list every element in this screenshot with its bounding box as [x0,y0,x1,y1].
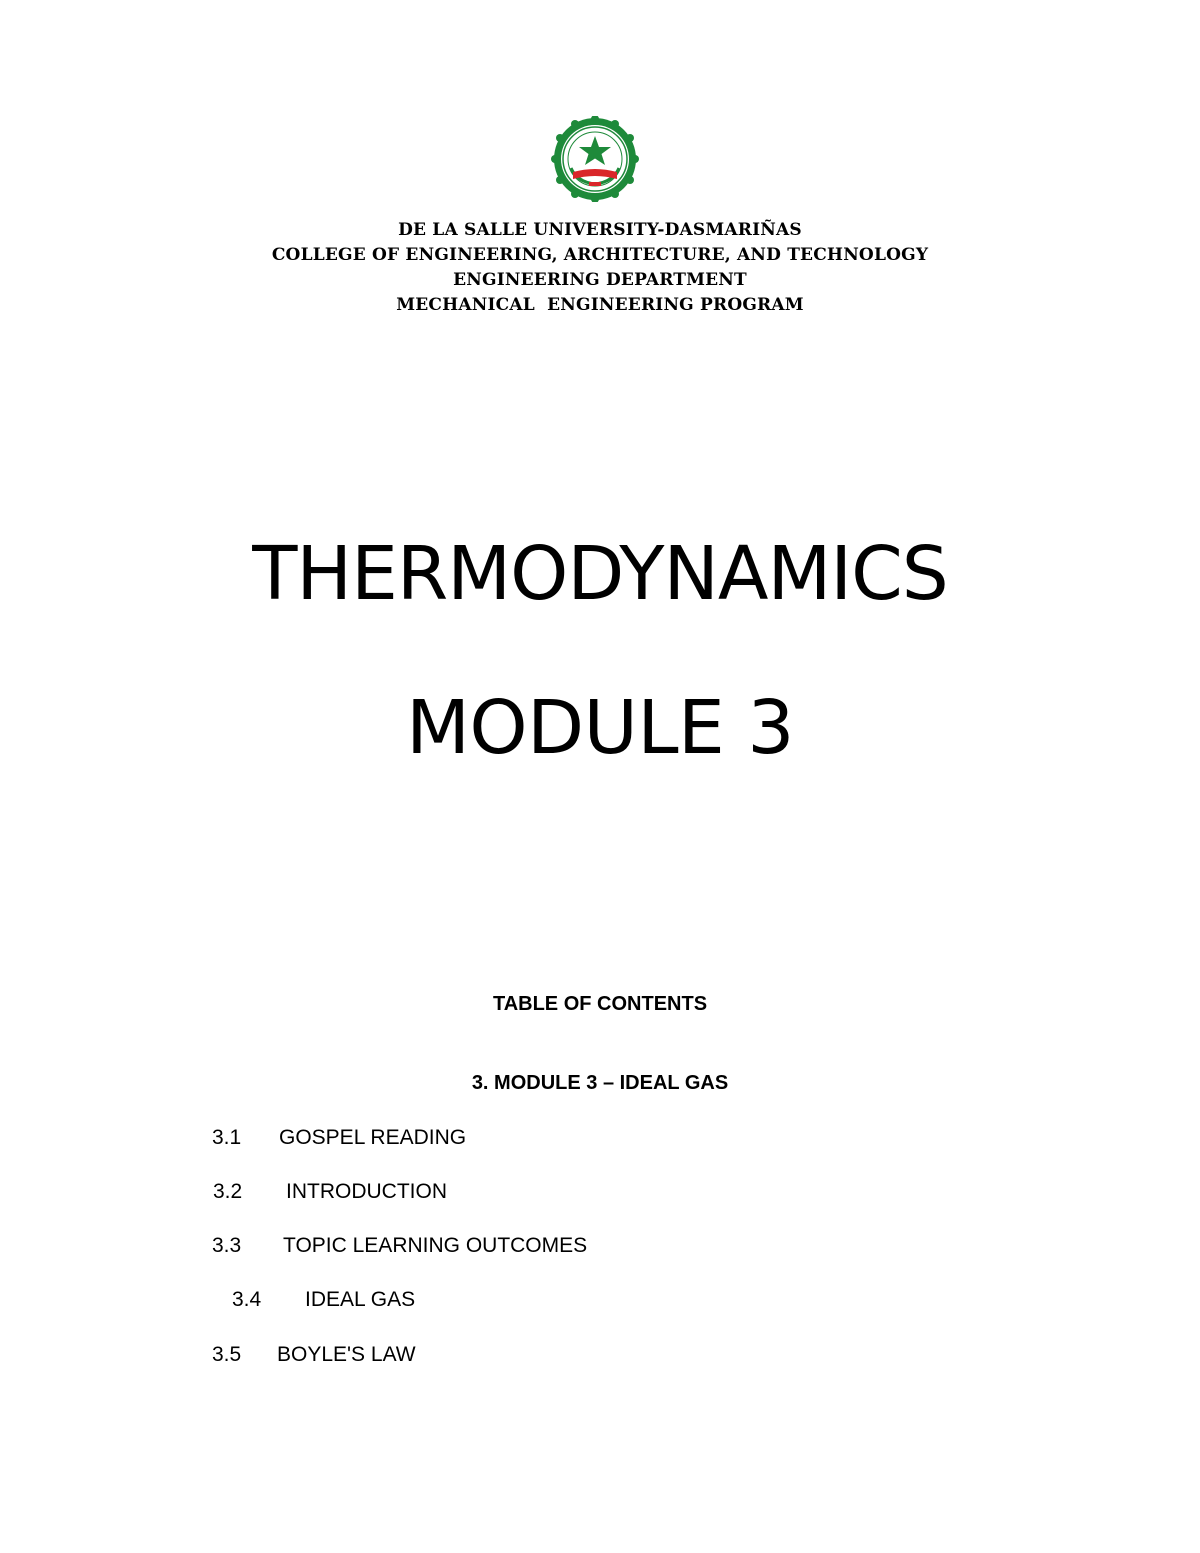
toc-item-label: TOPIC LEARNING OUTCOMES [283,1234,588,1257]
toc-item-number: 3.1 [212,1126,242,1149]
toc-item-label: IDEAL GAS [305,1288,416,1311]
program-name: MECHANICAL ENGINEERING PROGRAM [396,295,804,315]
module-title: MODULE 3 [406,685,794,771]
university-name: DE LA SALLE UNIVERSITY-DASMARIÑAS [398,220,802,240]
toc-heading: TABLE OF CONTENTS [492,993,708,1015]
college-name: COLLEGE OF ENGINEERING, ARCHITECTURE, AND TECHNOLOGY [271,245,929,265]
toc-module-title: 3. MODULE 3 – IDEAL GAS [471,1072,729,1094]
toc-item-number: 3.5 [212,1343,242,1366]
toc-item-label: INTRODUCTION [286,1180,447,1203]
university-seal-icon [545,116,645,202]
toc-item-number: 3.3 [212,1234,242,1257]
toc-item-label: BOYLE'S LAW [277,1343,416,1366]
toc-item-label: GOSPEL READING [279,1126,467,1149]
toc-item-number: 3.4 [232,1288,262,1311]
department-name: ENGINEERING DEPARTMENT [453,270,747,290]
subject-title: THERMODYNAMICS [252,531,948,617]
institution-header [0,218,1200,318]
toc-item-number: 3.2 [213,1180,243,1203]
